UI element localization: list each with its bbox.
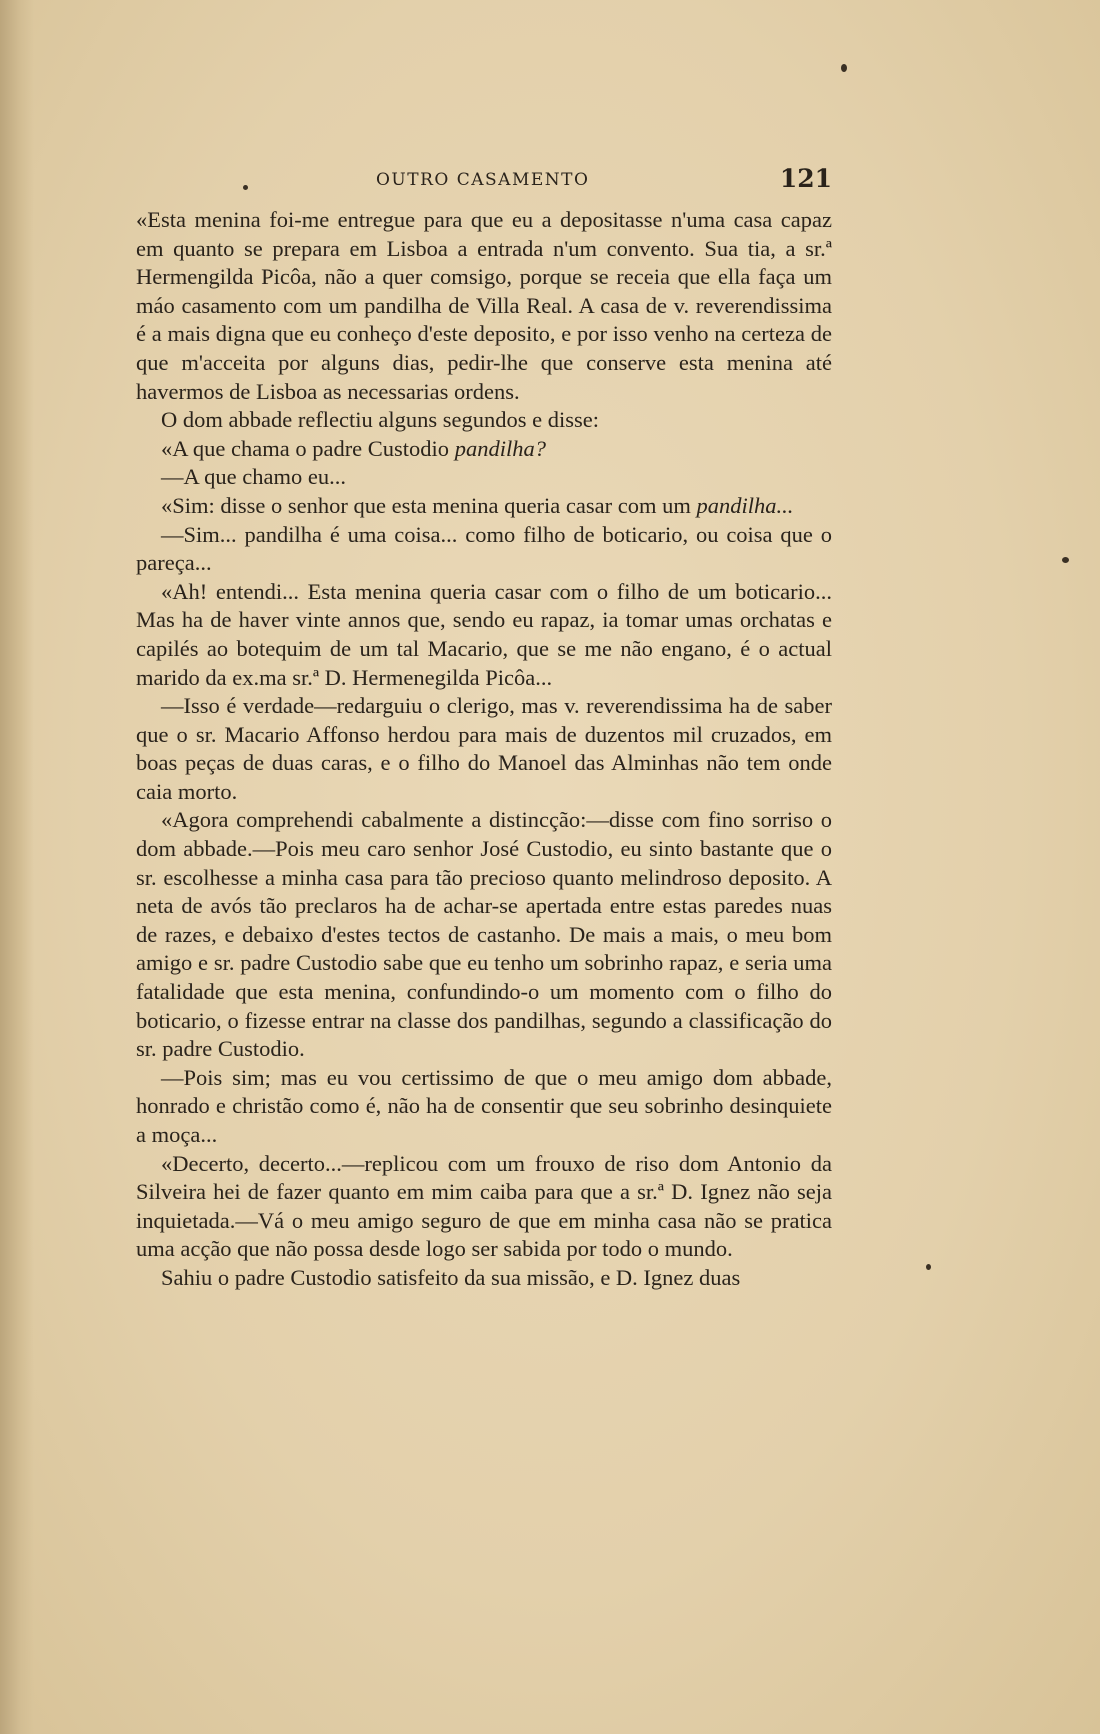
paragraph-4: —A que chamo eu... [161, 464, 346, 490]
paragraph-3-text: «A que chama o padre Custodio [161, 435, 455, 461]
paragraph-11: «Decerto, decerto...—replicou com um frouxo de riso dom Antonio da Silveira hei de fazer quanto em mim caiba para que a sr.ª D. Ignez não seja inquietada.—Vá o meu amigo seguro de que em minha casa não se pratica uma acção que não possa desde logo ser sabida por todo o mundo. [136, 1150, 832, 1262]
ink-speck [926, 1264, 931, 1270]
paragraph-10: —Pois sim; mas eu vou certissimo de que o meu amigo dom abbade, honrado e christão como é, não ha de consentir que seu sobrinho desinquiete a moça... [136, 1064, 832, 1147]
page-number: 121 [779, 164, 832, 193]
ink-speck [841, 64, 847, 72]
paragraph-3 [136, 435, 832, 464]
page-header [136, 166, 832, 198]
ink-speck [243, 185, 248, 190]
page-gutter-shadow [0, 0, 34, 1734]
italic-pandilha-ellipsis: pandilha... [696, 492, 794, 518]
paragraph-5-text: «Sim: disse o senhor que esta menina queria casar com um [161, 492, 697, 518]
paragraph-7: «Ah! entendi... Esta menina queria casar com o filho de um boticario... Mas ha de haver vinte annos que, sendo eu rapaz, ia tomar umas orchatas e capilés ao botequim de um tal Macario, que se me não engano, é o actual marido da ex.ma sr.ª D. Hermenegilda Picôa... [136, 578, 832, 690]
paragraph-12: Sahiu o padre Custodio satisfeito da sua missão, e D. Ignez duas [161, 1264, 741, 1290]
body-text [136, 206, 832, 1293]
running-head: OUTRO CASAMENTO [376, 170, 590, 190]
paragraph-8: —Isso é verdade—redarguiu o clerigo, mas v. reverendissima ha de saber que o sr. Macario Affonso herdou para mais de duzentos mil cruzados, em boas peças de duas caras, e o filho do Manoel das Alminhas não tem onde caia morto. [136, 693, 832, 804]
paragraph-9: «Agora comprehendi cabalmente a distincção:—disse com fino sorriso o dom abbade.—Pois meu caro senhor José Custodio, eu sinto bastante que o sr. escolhesse a minha casa para tão precioso quanto melindroso deposito. A neta de avós tão preclaros ha de achar-se apertada entre estas paredes nuas de razes, e debaixo d'estes tectos de castanho. De mais a mais, o meu bom amigo e sr. padre Custodio sabe que eu tenho um sobrinho rapaz, e seria uma fatalidade que esta menina, confundindo-o um momento com o filho do boticario, o fizesse entrar na classe dos pandilhas, segundo a classificação do sr. padre Custodio. [136, 807, 832, 1062]
paragraph-2: O dom abbade reflectiu alguns segundos e disse: [161, 407, 600, 433]
ink-speck [1062, 557, 1069, 563]
italic-pandilha-question: pandilha? [454, 435, 546, 461]
paragraph-5 [136, 492, 832, 521]
paragraph-1: «Esta menina foi-me entregue para que eu a depositasse n'uma casa capaz em quanto se prepara em Lisboa a entrada n'um convento. Sua tia, a sr.ª Hermengilda Picôa, não a quer comsigo, porque se receia que ella faça um máo casamento com um pandilha de Villa Real. A casa de v. reverendissima é a mais digna que eu conheço d'este deposito, e por isso venho na certeza de que m'acceita por alguns dias, pedir-lhe que conserve esta menina até havermos de Lisboa as necessarias ordens. [136, 207, 832, 404]
paragraph-6: —Sim... pandilha é uma coisa... como filho de boticario, ou coisa que o pareça... [136, 521, 832, 576]
